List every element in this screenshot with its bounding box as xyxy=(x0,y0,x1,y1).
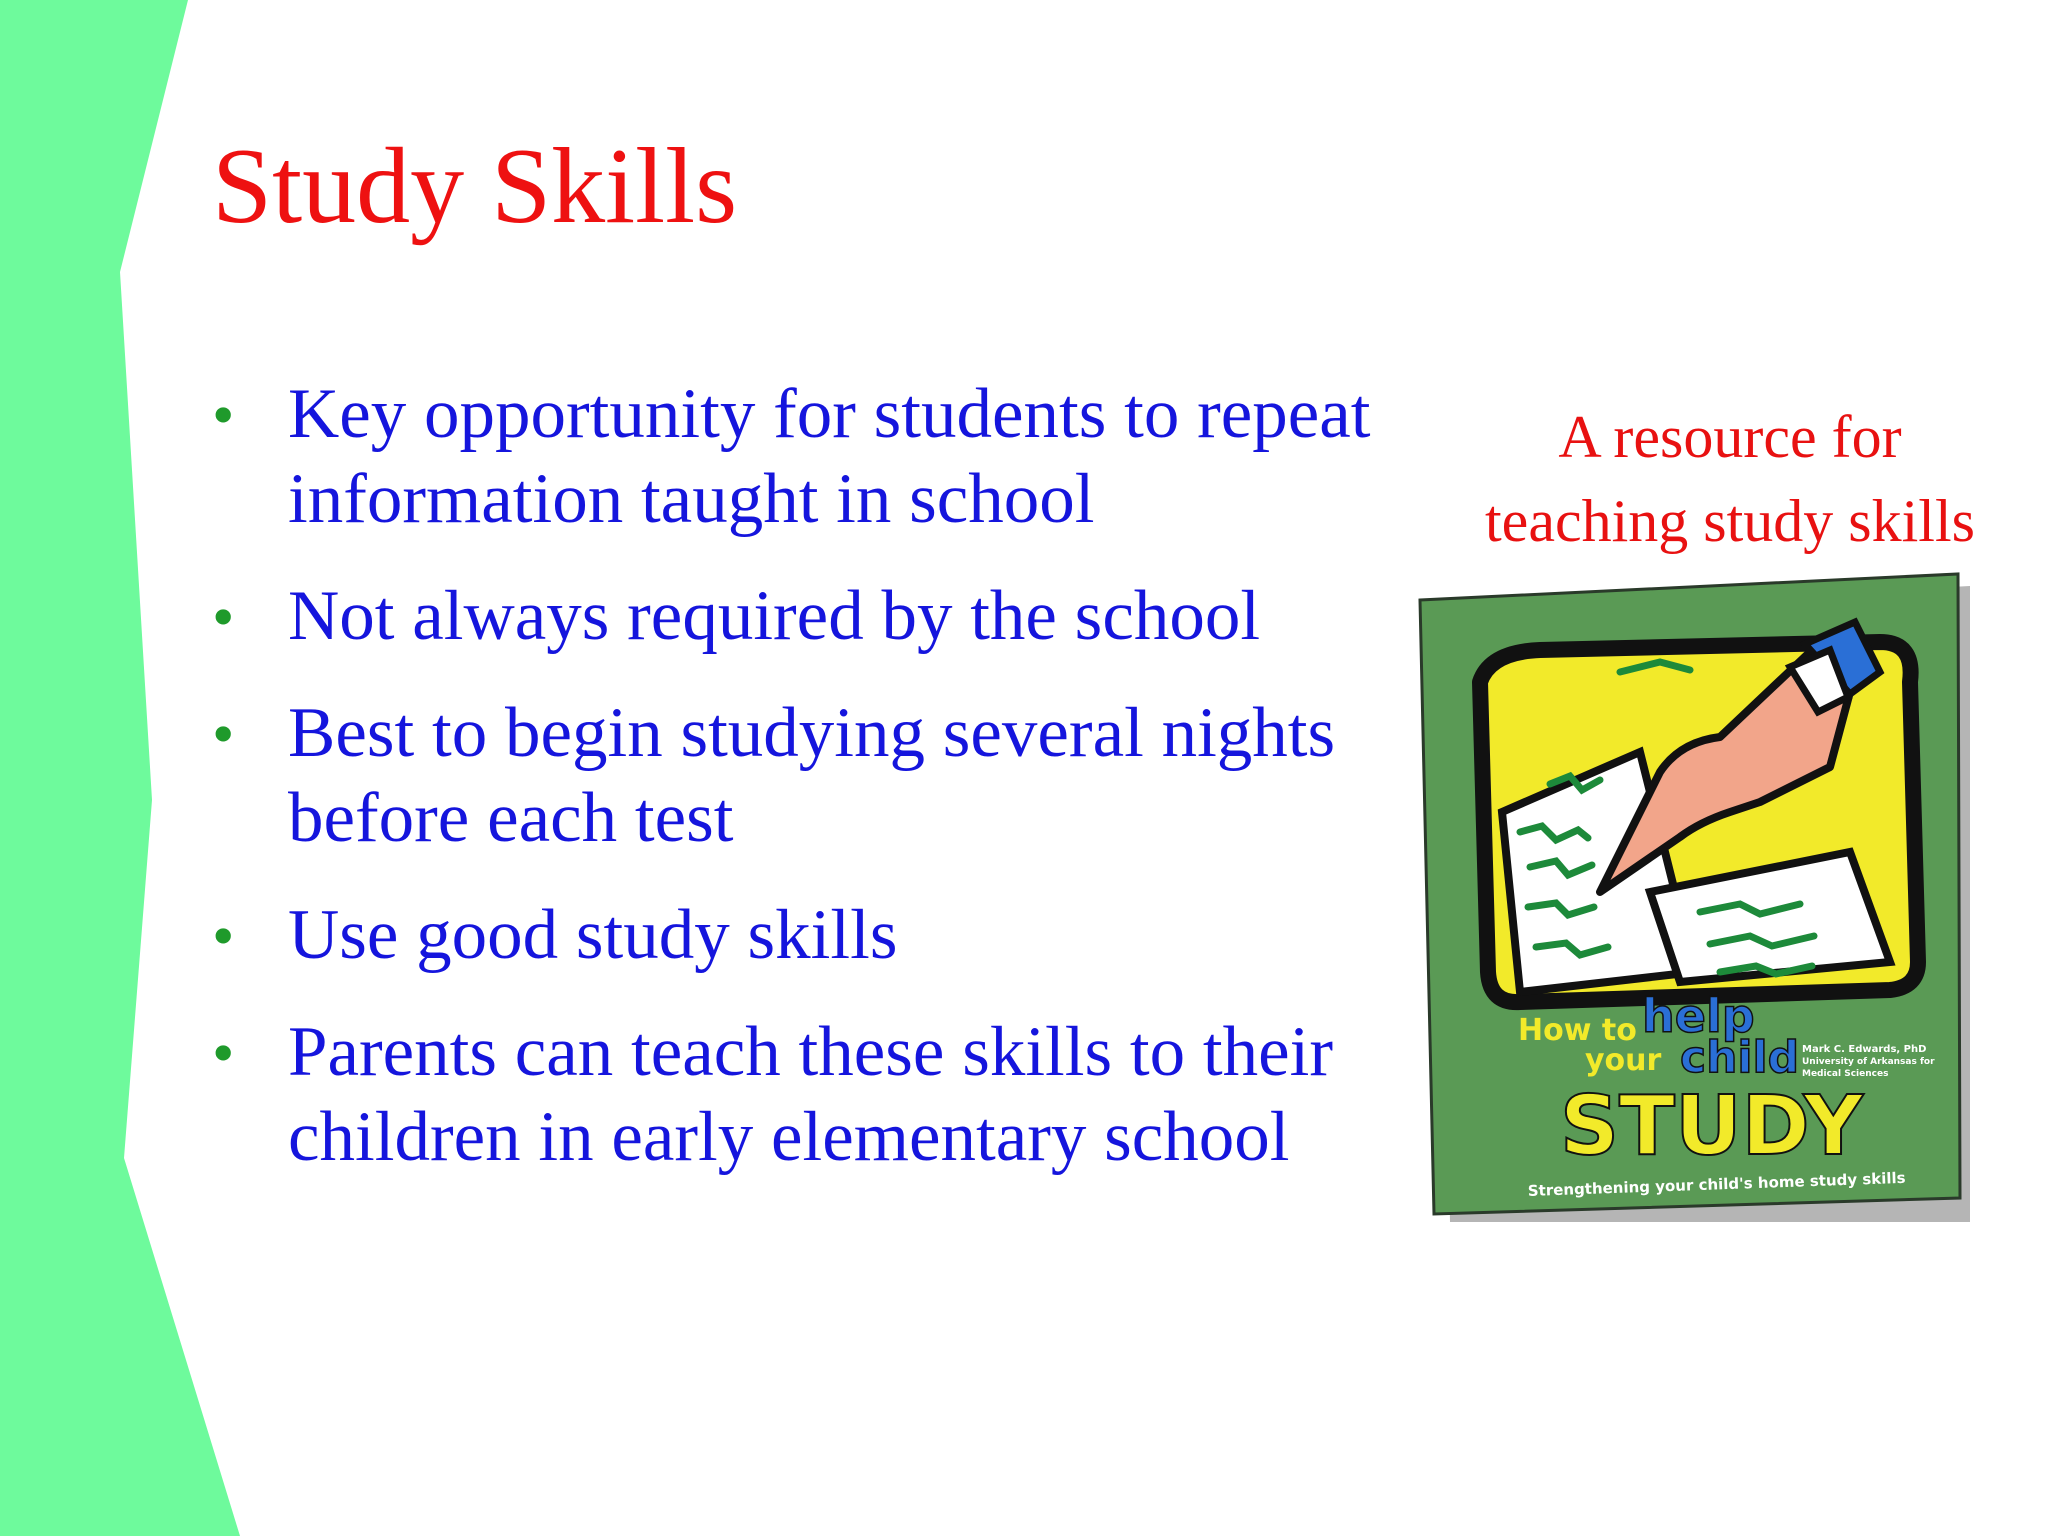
bullet-item xyxy=(212,691,1412,861)
bullet-item xyxy=(212,372,1412,542)
book-cover-illustration-icon xyxy=(1410,562,1970,1222)
cover-author: Mark C. Edwards, PhD xyxy=(1802,1044,1927,1055)
book-cover-image xyxy=(1410,562,1970,1222)
resource-caption: A resource for teaching study skills xyxy=(1485,404,1975,554)
bullet-icon: • xyxy=(212,698,235,769)
cover-how-to: How to xyxy=(1518,1013,1637,1048)
bullet-text: Key opportunity for students to repeat information taught in school xyxy=(288,375,1371,538)
cover-help: help xyxy=(1642,989,1755,1043)
bullet-item xyxy=(212,574,1412,659)
bullet-item xyxy=(212,893,1412,978)
bullet-list xyxy=(212,372,1412,1212)
bullet-icon: • xyxy=(212,900,235,971)
bullet-text: Best to begin studying several nights before each test xyxy=(288,694,1336,857)
cover-affiliation-2: Medical Sciences xyxy=(1802,1069,1889,1079)
cover-subtitle: Strengthening your child's home study skills xyxy=(1527,1168,1906,1200)
slide-title: Study Skills xyxy=(212,127,738,246)
bullet-text: Use good study skills xyxy=(288,896,898,974)
cover-child: child xyxy=(1680,1032,1800,1083)
bullet-icon: • xyxy=(212,379,235,450)
cover-your: your xyxy=(1585,1043,1662,1078)
bullet-item xyxy=(212,1010,1412,1180)
cover-affiliation: University of Arkansas for xyxy=(1802,1057,1935,1067)
bullet-text: Not always required by the school xyxy=(288,577,1261,655)
bullet-text: Parents can teach these skills to their children in early elementary school xyxy=(288,1013,1333,1176)
bullet-icon: • xyxy=(212,1017,235,1088)
bullet-icon: • xyxy=(212,581,235,652)
cover-study: STUDY xyxy=(1560,1079,1864,1174)
